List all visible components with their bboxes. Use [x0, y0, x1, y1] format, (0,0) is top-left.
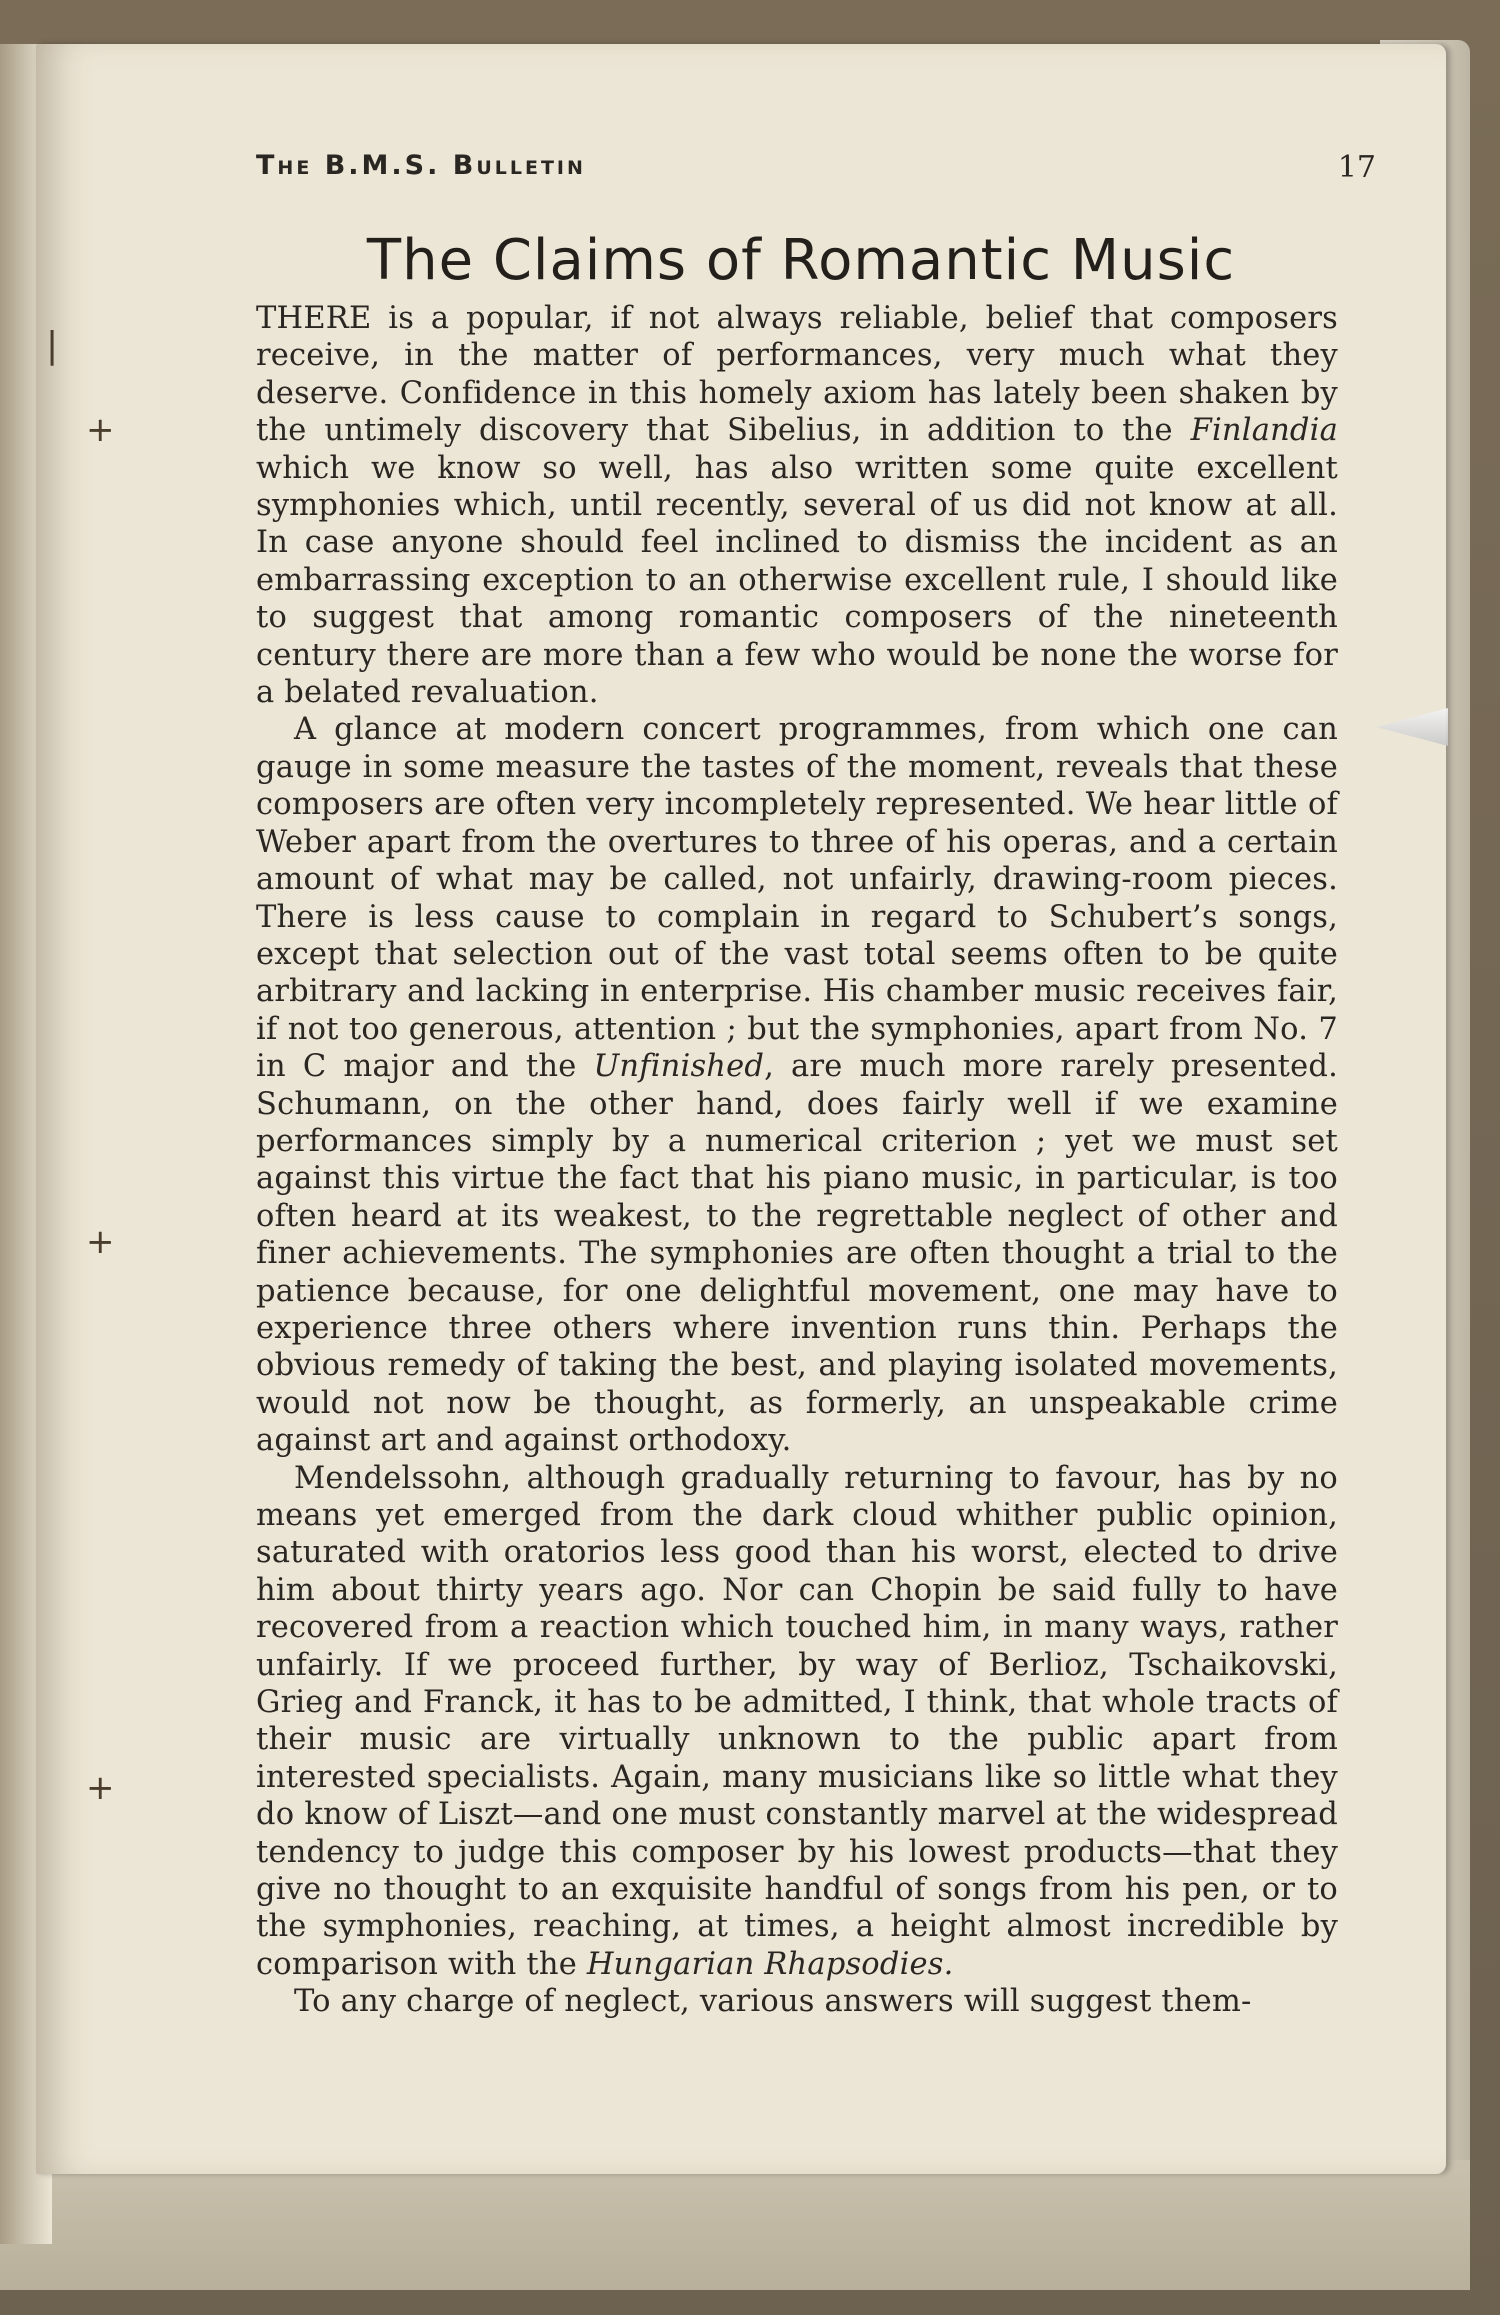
paragraph	[256, 1460, 1338, 1984]
paragraph-text: , are much more rarely presented. Schumann, on the other hand, does fairly well if we examine performances simply by a numerical criterion ; yet we must set against this virtue the fact that his piano music, in particular, is too often heard at its weakest, to the regrettable neglect of other and finer achievements. The symphonies are often thought a trial to the patience because, for one delightful movement, one may have to experience three others where invention runs thin. Perhaps the obvious remedy of taking the best, and playing isolated movements, would not now be thought, as formerly, an unspeakable crime against art and against orthodoxy.	[256, 1049, 1338, 1459]
binding-thread-mark: |	[46, 325, 59, 366]
page-header	[256, 150, 1376, 190]
paragraph	[256, 711, 1338, 1459]
page-stack-bottom	[0, 2160, 1470, 2290]
paragraph	[256, 300, 1338, 711]
paragraph-text: which we know so well, has also written some quite excellent symphonies which, until recently, several of us did not know at all. In case anyone should feel inclined to dismiss the incident as an embarrassing exception to an otherwise excellent rule, I should like to suggest that among romantic composers of the nineteenth century there are more than a few who would be none the worse for a belated revaluation.	[256, 450, 1338, 711]
paragraph	[256, 1983, 1338, 2020]
paragraph-text: To any charge of neglect, various answers will suggest them-	[294, 1984, 1252, 2020]
italic-title: Unfinished	[593, 1049, 765, 1085]
article-title: The Claims of Romantic Music	[366, 228, 1236, 293]
paragraph-text: Mendelssohn, although gradually returning to favour, has by no means yet emerged from the dark cloud whither public opinion, saturated with oratorios less good than his worst, elected to drive him about thirty years ago. Nor can Chopin be said fully to have recovered from a reaction which touched him, in many ways, rather unfairly. If we proceed further, by way of Berlioz, Tschaikovski, Grieg and Franck, it has to be admitted, I think, that whole tracts of their music are virtually unknown to the public apart from interested specialists. Again, many musicians like so little what they do know of Liszt—and one must constantly marvel at the widespread tendency to judge this composer by his lowest products—that they give no thought to an exquisite handful of songs from his pen, or to the symphonies, reaching, at times, a height almost incredible by comparison with the	[256, 1460, 1338, 1982]
binding-thread-mark: +	[86, 1768, 115, 1808]
article-body	[256, 300, 1338, 2021]
paragraph-text: A glance at modern concert programmes, from which one can gauge in some measure the tastes of the moment, reveals that these composers are often very incompletely represented. We hear little of Weber apart from the overtures to three of his operas, and a certain amount of what may be called, not unfairly, drawing-room pieces. There is less cause to complain in regard to Schubert’s songs, except that selection out of the vast total seems often to be quite arbitrary and lacking in enterprise. His chamber music receives fair, if not too generous, attention ; but the symphonies, apart from No. 7 in C major and the	[256, 712, 1338, 1085]
running-head: The B.M.S. Bulletin	[256, 150, 586, 181]
binding-thread-mark: +	[86, 1222, 115, 1262]
italic-title: Finlandia	[1190, 413, 1338, 449]
paragraph-text: THERE is a popular, if not always reliable, belief that composers receive, in the matter of performances, very much what they deserve. Confidence in this homely axiom has lately been shaken by the untimely discovery that Sibelius, in addition to the	[256, 301, 1338, 449]
page-number: 17	[1337, 150, 1376, 185]
italic-title: Hungarian Rhapsodies.	[586, 1946, 954, 1982]
binding-thread-mark: +	[86, 410, 115, 450]
